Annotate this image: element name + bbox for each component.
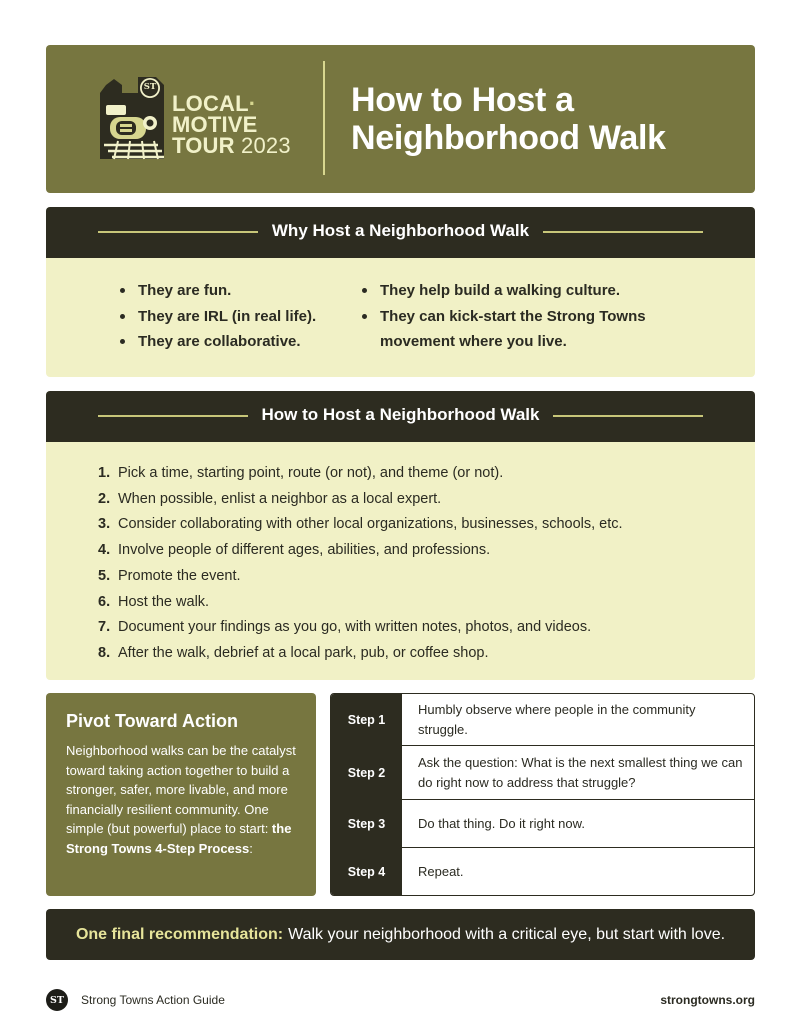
table-row <box>331 800 754 848</box>
step-label: Step 1 <box>331 694 402 745</box>
header-divider <box>323 61 325 175</box>
step-number: 6. <box>98 593 111 610</box>
logo-wordmark <box>172 93 291 156</box>
local-motive-tour-logo <box>98 71 318 171</box>
pivot-body <box>66 741 296 859</box>
step-text: Host the walk. <box>118 593 210 610</box>
list-item <box>98 564 623 590</box>
list-item: They are fun. <box>118 278 316 304</box>
table-row <box>331 746 754 800</box>
step-label: Step 3 <box>331 800 402 847</box>
list-item <box>98 590 623 616</box>
pivot-body-bold: the Strong Towns 4-Step Process <box>66 821 292 856</box>
step-number: 1. <box>98 465 111 481</box>
list-item <box>98 615 623 641</box>
step-number: 5. <box>98 567 111 584</box>
pivot-toward-action-box <box>46 693 316 896</box>
pivot-title: Pivot Toward Action <box>66 711 239 731</box>
logo-line-2: MOTIVE <box>172 112 258 137</box>
why-host-panel <box>46 207 755 377</box>
logo-dot-icon: · <box>248 91 257 116</box>
list-item: They are IRL (in real life). <box>118 304 316 330</box>
final-recommendation-lead: One final recommendation: <box>75 925 284 943</box>
footer <box>46 989 755 1011</box>
strong-towns-logo-icon: ST <box>46 989 68 1011</box>
step-number: 4. <box>98 542 111 559</box>
step-text: Consider collaborating with other local organizations, businesses, schools, etc. <box>118 516 623 533</box>
list-item <box>360 304 646 355</box>
how-steps-list <box>98 461 623 667</box>
pivot-body-end: : <box>249 840 253 856</box>
step-text: After the walk, debrief at a local park, pub, or coffee shop. <box>118 644 489 661</box>
step-text: Promote the event. <box>118 567 241 584</box>
how-to-host-heading-bar <box>46 391 755 442</box>
page-title-line-2: Neighborhood Walk <box>351 119 666 157</box>
step-label: Step 4 <box>331 848 402 895</box>
step-description: Humbly observe where people in the community struggle. <box>418 701 696 737</box>
why-list-right <box>360 278 646 355</box>
how-to-host-heading: How to Host a Neighborhood Walk <box>248 405 554 424</box>
logo-badge-text: ST <box>143 82 157 92</box>
list-item <box>98 487 623 513</box>
why-host-heading: Why Host a Neighborhood Walk <box>258 221 543 240</box>
final-recommendation-text: Walk your neighborhood with a critical eye, but start with love. <box>288 925 726 943</box>
why-list-left <box>118 278 316 355</box>
table-row <box>331 848 754 895</box>
step-number: 2. <box>98 490 111 507</box>
list-item <box>98 641 623 667</box>
page-title-line-1: How to Host a <box>351 81 574 119</box>
footer-url-link[interactable]: strongtowns.org <box>660 993 755 1007</box>
step-description: Ask the question: What is the next smallest thing we can do right now to address that struggle? <box>418 754 743 790</box>
step-number: 3. <box>98 516 111 533</box>
final-recommendation-bar <box>46 909 755 960</box>
step-description: Repeat. <box>418 863 464 879</box>
list-item-line-1: They can kick-start the Strong Towns <box>380 307 646 325</box>
header-banner <box>46 45 755 193</box>
list-item: They help build a walking culture. <box>360 278 646 304</box>
logo-year: 2023 <box>241 133 291 158</box>
list-item <box>98 538 623 564</box>
step-text: Involve people of different ages, abilities, and professions. <box>118 542 491 559</box>
step-text: When possible, enlist a neighbor as a local expert. <box>118 490 442 507</box>
four-step-process-table <box>330 693 755 896</box>
step-label: Step 2 <box>331 746 402 799</box>
why-host-heading-bar <box>46 207 755 258</box>
step-description: Do that thing. Do it right now. <box>418 815 585 831</box>
page-title <box>351 81 666 157</box>
list-item: They are collaborative. <box>118 329 316 355</box>
pivot-body-text: Neighborhood walks can be the catalyst toward taking action together to build a stronger, safer, more livable, and more financially resilient community. One simple (but powerful) place to start: <box>66 743 296 837</box>
list-item <box>98 461 623 487</box>
logo-line-3: TOUR <box>172 133 235 158</box>
step-number: 8. <box>98 644 111 661</box>
table-row <box>331 694 754 746</box>
list-item-line-2: movement where you live. <box>380 333 567 350</box>
list-item <box>98 512 623 538</box>
step-text: Pick a time, starting point, route (or not), and theme (or not). <box>118 465 504 481</box>
how-to-host-panel <box>46 391 755 680</box>
footer-guide-name: Strong Towns Action Guide <box>81 993 225 1007</box>
step-number: 7. <box>98 619 111 636</box>
logo-line-1: LOCAL <box>172 91 249 116</box>
step-text: Document your findings as you go, with written notes, photos, and videos. <box>118 619 592 636</box>
